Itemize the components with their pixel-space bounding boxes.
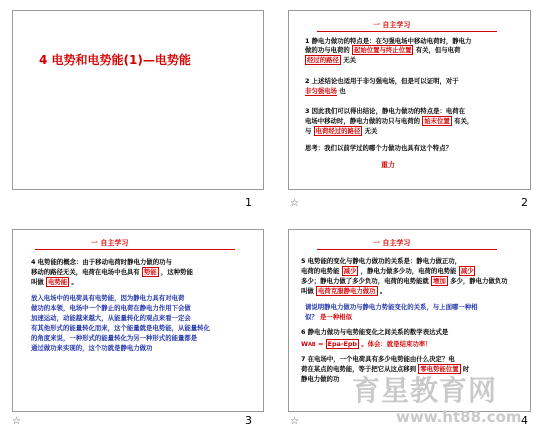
text: 。 <box>71 278 78 286</box>
text: 1 静电力做功的特点是：在匀强电场中移动电荷时，静电力 <box>305 37 472 45</box>
text: 有关，但与电荷 <box>415 46 461 54</box>
text: 3 因此我们可以得出结论，静电力做功的特点是：电荷在 <box>305 107 466 115</box>
header-divider <box>317 31 497 32</box>
slide-thumbnail-2[interactable] <box>288 10 531 190</box>
answer-fill: 经过的路径 <box>307 56 339 64</box>
text: 叫做 <box>31 278 44 286</box>
watermark-title: 育星教育网 <box>352 374 498 407</box>
text: ，静电力做多少功，电荷的电势能 <box>360 267 457 275</box>
answer-fill: 零电势能位置 <box>420 365 459 373</box>
formula-equals: = <box>317 340 324 348</box>
paragraph-line: 通过做功来实现的，这个功就是静电力做功 <box>31 344 153 352</box>
text: 电场中移动时，静电力做的功只与电荷的 <box>305 117 421 125</box>
paragraph-line: 做功的本领，电场中一个静止的电荷在静电力作用下会做 <box>31 304 191 312</box>
answer-fill: 减少 <box>460 267 474 275</box>
paragraph-line: 放入电场中的电荷具有电势能，因为静电力具有对电荷 <box>31 294 185 302</box>
text: 也 <box>339 87 346 95</box>
answer-fill: 非匀强电场 <box>305 87 337 95</box>
text: 无关 <box>343 56 356 64</box>
section-header: 一 自主学习 <box>91 239 129 247</box>
text: 7 在电场中，一个电荷具有多少电势能由什么决定？电 <box>301 355 455 363</box>
text: 思考：我们以前学过的哪个力做功也具有这个特点？ <box>305 144 452 152</box>
text: 4 电势能的概念：由于移动电荷时静电力做的功与 <box>31 258 172 266</box>
slide-transition-icon: ☆ <box>12 416 21 427</box>
text: 5 电势能的变化与静电力做功的关系是：静电力做正功， <box>301 257 462 265</box>
text: 。 <box>379 287 387 295</box>
answer-fill: 电势能 <box>48 278 68 286</box>
slide-thumbnail-1[interactable] <box>12 10 264 190</box>
section-header: 一 自主学习 <box>373 239 411 247</box>
slide-thumbnail-3[interactable] <box>12 229 264 412</box>
text: 与 <box>305 127 312 135</box>
answer-fill: 始末位置 <box>424 117 450 125</box>
paragraph-line: 的角度来说，一种形式的能量转化为另一种形式的能量都是 <box>31 334 198 342</box>
text: 移动的路径无关，电荷在电场中也具有 <box>31 268 140 276</box>
text: 多少；静电力做了多少负功，电荷的电势能就 <box>301 277 429 285</box>
header-divider <box>317 249 497 250</box>
answer-fill: 电荷克服静电力做功 <box>318 287 376 295</box>
text: 荷在某点的电势能，等于把它从这点移到 <box>301 365 417 373</box>
site-watermark <box>352 374 528 426</box>
slide-number: 1 <box>245 196 252 209</box>
slide-number: 4 <box>521 414 528 427</box>
paragraph-line: 有其他形式的能量转化而来，这个能量就是电势能，从能量转化 <box>31 324 210 332</box>
slide-transition-icon: ☆ <box>290 416 299 427</box>
text: 6 静电力做功与电势能变化之间关系的数学表达式是 <box>301 328 449 336</box>
text: 有关， <box>454 117 474 125</box>
text: 2 上述结论也适用于非匀强电场，但是可以证明，对于 <box>305 77 459 85</box>
header-divider <box>35 249 235 250</box>
slide-transition-icon: ☆ <box>290 198 299 209</box>
paragraph-line: 加速运动，动能越来越大，从能量转化的观点来看一定会 <box>31 314 191 322</box>
text: 叫做 <box>301 287 314 295</box>
slide-number: 2 <box>521 196 528 209</box>
text: ，这种势能 <box>160 268 193 276</box>
text: 请说明静电力做功与静电力势能变化的关系，与上面哪一种相 <box>305 303 478 311</box>
formula-note: 。体会：就是结束功率！ <box>361 340 432 348</box>
section-header: 一 自主学习 <box>373 21 411 29</box>
formula-rhs: Epa-Epb <box>327 340 357 348</box>
text: 多少，静电力做负功 <box>450 277 508 285</box>
text: 时 <box>462 365 470 373</box>
formula-lhs: W <box>301 340 309 348</box>
watermark-url: www.ht88.com <box>396 408 522 426</box>
slide-title: 4 电势和电势能(1)—电势能 <box>39 53 191 67</box>
answer-fill: 起始位置与终止位置 <box>353 46 412 54</box>
answer-fill: 增加 <box>433 277 446 285</box>
answer: 重力 <box>381 161 395 169</box>
answer-fill: 势能 <box>143 268 157 276</box>
text: 做的功与电荷的 <box>305 46 350 54</box>
text: 似？ <box>305 313 318 321</box>
formula-subscript: AB <box>308 342 316 348</box>
answer-fill: 减少 <box>343 267 357 275</box>
text: 无关 <box>364 127 378 135</box>
text: 电荷的电势能 <box>301 267 340 275</box>
answer-fill: 电荷经过的路径 <box>315 127 361 135</box>
slide-number: 3 <box>245 414 252 427</box>
text: 静电力做的功 <box>301 375 340 383</box>
answer: 是一种相似 <box>320 313 352 321</box>
